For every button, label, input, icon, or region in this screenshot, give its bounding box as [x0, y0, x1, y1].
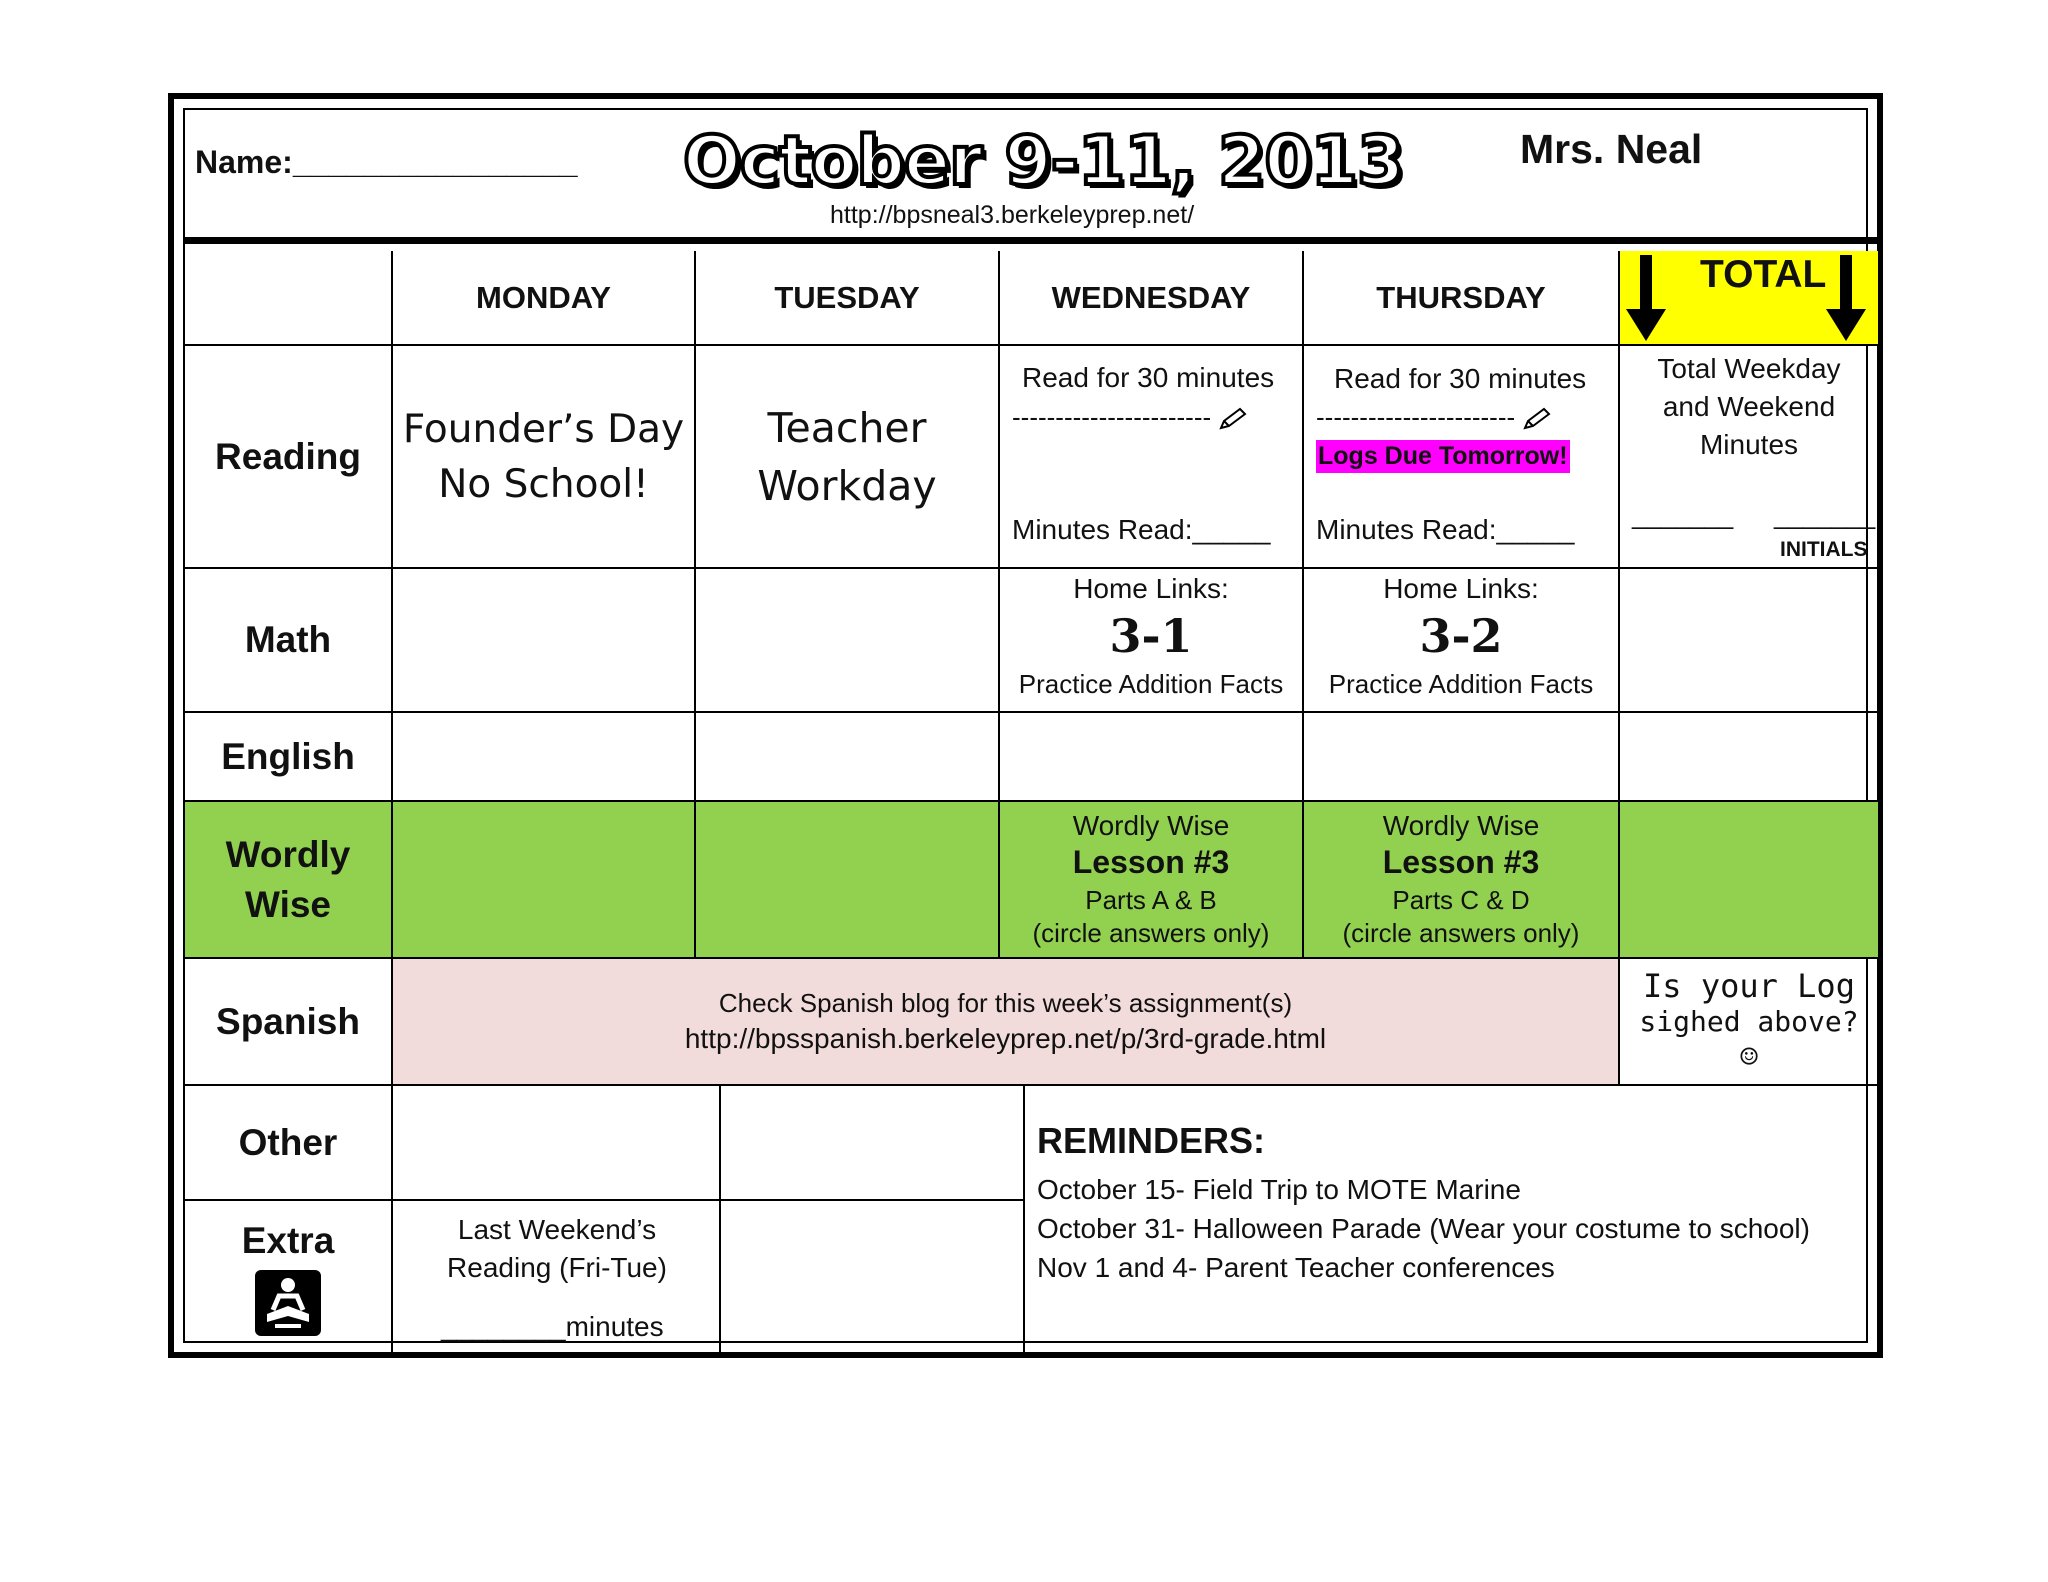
wordly-monday: [393, 802, 696, 959]
dashes: -----------------------: [1316, 402, 1516, 432]
extra-label: Extra: [241, 1219, 335, 1261]
extra-cell-2: [721, 1201, 1025, 1354]
practice-text: Practice Addition Facts: [1018, 669, 1284, 699]
home-links-label: Home Links:: [1383, 573, 1539, 604]
corner-cell: [185, 251, 393, 346]
other-cell-1: [393, 1086, 721, 1201]
log-signed-reminder: [1620, 959, 1878, 1086]
home-link-number: 3-1: [1109, 609, 1193, 663]
total-desc-line2: and Weekend: [1662, 391, 1836, 422]
total-desc: [1620, 350, 1878, 464]
reading-wednesday: [1000, 346, 1304, 569]
founders-day-text: Founder’s Day: [402, 406, 685, 452]
wordly-thursday: [1304, 802, 1620, 959]
total-header: [1620, 251, 1878, 346]
wordly-total: [1620, 802, 1878, 959]
extra-text: [393, 1211, 721, 1287]
reminder-item: October 31- Halloween Parade (Wear your costume to school): [1037, 1213, 1810, 1244]
spanish-instructions: Check Spanish blog for this week’s assignment(s): [718, 988, 1293, 1018]
total-desc-line3: Minutes: [1699, 429, 1799, 460]
smiley-icon: ☺: [1739, 1039, 1759, 1075]
wordly-line1: Wordly: [225, 833, 351, 875]
wordly-wednesday: [1000, 802, 1304, 959]
dashes: -----------------------: [1012, 402, 1212, 432]
log-question-line1: Is your Log: [1643, 966, 1855, 1005]
total-label: TOTAL: [1700, 253, 1827, 296]
wordly-title: Wordly Wise: [1382, 810, 1540, 841]
english-monday: [393, 713, 696, 802]
reading-thursday: [1304, 346, 1620, 569]
day-header-thursday: THURSDAY: [1304, 251, 1620, 346]
english-tuesday: [696, 713, 1000, 802]
reminder-item: Nov 1 and 4- Parent Teacher conferences: [1037, 1252, 1555, 1283]
read-task: Read for 30 minutes: [1334, 363, 1587, 394]
day-header-wednesday: WEDNESDAY: [1000, 251, 1304, 346]
math-monday: [393, 569, 696, 713]
reminders-title: REMINDERS:: [1037, 1120, 1266, 1161]
lesson-note: (circle answers only): [1032, 918, 1270, 948]
subject-english: English: [185, 713, 393, 802]
down-arrow-icon: [1624, 253, 1668, 343]
day-header-tuesday: TUESDAY: [696, 251, 1000, 346]
lesson-number: Lesson #3: [1072, 844, 1230, 880]
dash-line: [1012, 402, 1248, 433]
math-wednesday: [1000, 569, 1304, 713]
english-total: [1620, 713, 1878, 802]
initials-blank: _______: [1774, 500, 1876, 530]
sheet-inner-border: [183, 108, 1876, 1343]
subject-math: Math: [185, 569, 393, 713]
extra-weekend-reading: [393, 1201, 721, 1354]
subject-extra: [185, 1201, 393, 1354]
minutes-read: Minutes Read:_____: [1012, 514, 1271, 545]
math-tuesday: [696, 569, 1000, 713]
extra-line2: Reading (Fri-Tue): [447, 1252, 667, 1283]
wordly-tuesday: [696, 802, 1000, 959]
homework-sheet: [168, 93, 1883, 1358]
math-total: [1620, 569, 1878, 713]
reminder-item: October 15- Field Trip to MOTE Marine: [1037, 1174, 1521, 1205]
english-wednesday: [1000, 713, 1304, 802]
week-title: October 9-11, 2013: [683, 122, 1404, 201]
read-task: Read for 30 minutes: [1022, 362, 1275, 393]
total-desc-line1: Total Weekday: [1657, 353, 1841, 384]
lesson-parts: Parts C & D: [1392, 885, 1530, 915]
subject-reading: Reading: [185, 346, 393, 569]
teacher-text: Teacher: [767, 403, 927, 452]
day-header-monday: MONDAY: [393, 251, 696, 346]
wordly-title: Wordly Wise: [1072, 810, 1230, 841]
reading-total: [1620, 346, 1878, 569]
reading-monday: [393, 346, 696, 569]
reading-tuesday: [696, 346, 1000, 569]
spanish-blog-url: http://bpsspanish.berkeleyprep.net/p/3rd-grade.html: [684, 1023, 1327, 1054]
extra-line1: Last Weekend’s: [457, 1214, 657, 1245]
class-url: http://bpsneal3.berkeleyprep.net/: [830, 201, 1195, 229]
dash-line: [1316, 402, 1552, 433]
subject-other: Other: [185, 1086, 393, 1201]
reading-person-icon: [255, 1270, 321, 1336]
home-links-label: Home Links:: [1073, 573, 1229, 604]
extra-minutes: ________minutes: [441, 1311, 664, 1342]
subject-wordly-wise: [185, 802, 393, 959]
home-link-number: 3-2: [1419, 609, 1503, 663]
no-school-text: No School!: [438, 461, 649, 507]
down-arrow-icon: [1824, 253, 1868, 343]
pencil-icon: [1522, 407, 1552, 431]
workday-text: Workday: [757, 461, 937, 510]
pencil-icon: [1218, 407, 1248, 431]
lesson-parts: Parts A & B: [1085, 885, 1217, 915]
spanish-assignment: [393, 959, 1620, 1086]
initials-label: INITIALS: [1780, 538, 1868, 561]
reminders-list: [1037, 1170, 1810, 1287]
practice-text: Practice Addition Facts: [1328, 669, 1594, 699]
header-band: [185, 110, 1878, 244]
total-blank: _______: [1632, 500, 1734, 530]
subject-spanish: Spanish: [185, 959, 393, 1086]
logs-due-alert: Logs Due Tomorrow!: [1316, 440, 1570, 473]
minutes-read: Minutes Read:_____: [1316, 514, 1575, 545]
wordly-line2: Wise: [244, 883, 332, 925]
teacher-name: Mrs. Neal: [1520, 126, 1703, 172]
name-label: Name:________________: [195, 144, 578, 180]
reminders-box: [1025, 1086, 1878, 1354]
english-thursday: [1304, 713, 1620, 802]
lesson-note: (circle answers only): [1342, 918, 1580, 948]
log-question-line2: sighed above?: [1639, 1004, 1859, 1038]
other-cell-2: [721, 1086, 1025, 1201]
lesson-number: Lesson #3: [1382, 844, 1540, 880]
math-thursday: [1304, 569, 1620, 713]
